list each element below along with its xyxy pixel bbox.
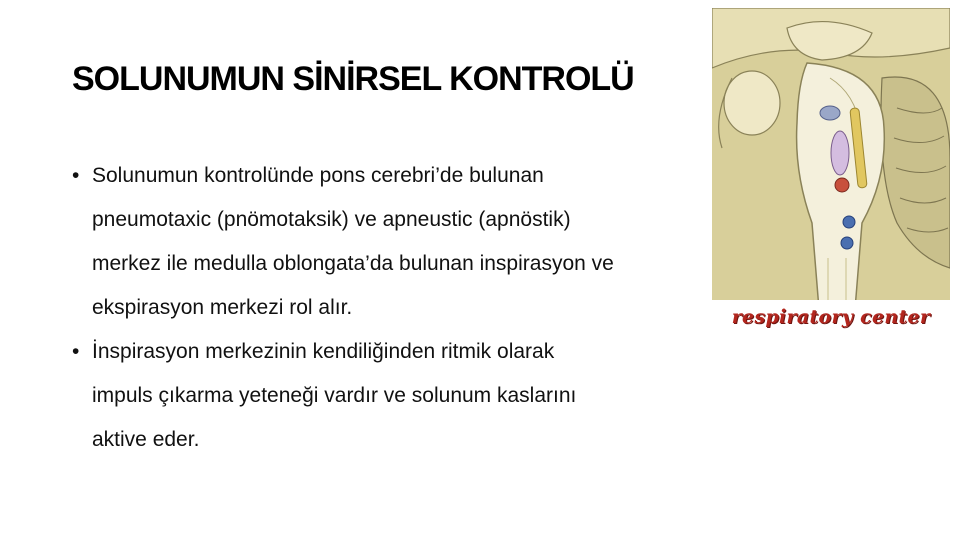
bullet-item-2 — [72, 330, 692, 462]
bullet-1-line-3: merkez ile medulla oblongata’da bulunan inspirasyon ve — [92, 252, 614, 275]
bullet-1-line-2: pneumotaxic (pnömotaksik) ve apneustic (apnöstik) — [92, 208, 571, 231]
bullet-1-line-1: Solunumun kontrolünde pons cerebri’de bulunan — [92, 164, 544, 187]
ventral-respiratory-group-1 — [843, 216, 855, 228]
bullet-2-line-1: İnspirasyon merkezinin kendiliğinden ritmik olarak — [92, 340, 555, 363]
pneumotaxic-center — [820, 106, 840, 120]
bullet-2-line-3: aktive eder. — [92, 428, 200, 451]
figure-caption: respiratory center — [731, 306, 931, 328]
dorsal-respiratory-group — [835, 178, 849, 192]
brainstem-drawing — [712, 8, 950, 346]
bullet-item-1 — [72, 154, 692, 330]
bullet-point-icon: • — [72, 340, 80, 363]
bullet-2-line-2: impuls çıkarma yeteneği vardır ve solunum kaslarını — [92, 384, 577, 407]
slide-body — [72, 154, 692, 462]
bullet-point-icon: • — [72, 164, 80, 187]
ventral-respiratory-group-2 — [841, 237, 853, 249]
slide-title: SOLUNUMUN SİNİRSEL KONTROLÜ — [72, 60, 634, 98]
bullet-1-line-4: ekspirasyon merkezi rol alır. — [92, 296, 353, 319]
brainstem-illustration — [712, 8, 950, 346]
